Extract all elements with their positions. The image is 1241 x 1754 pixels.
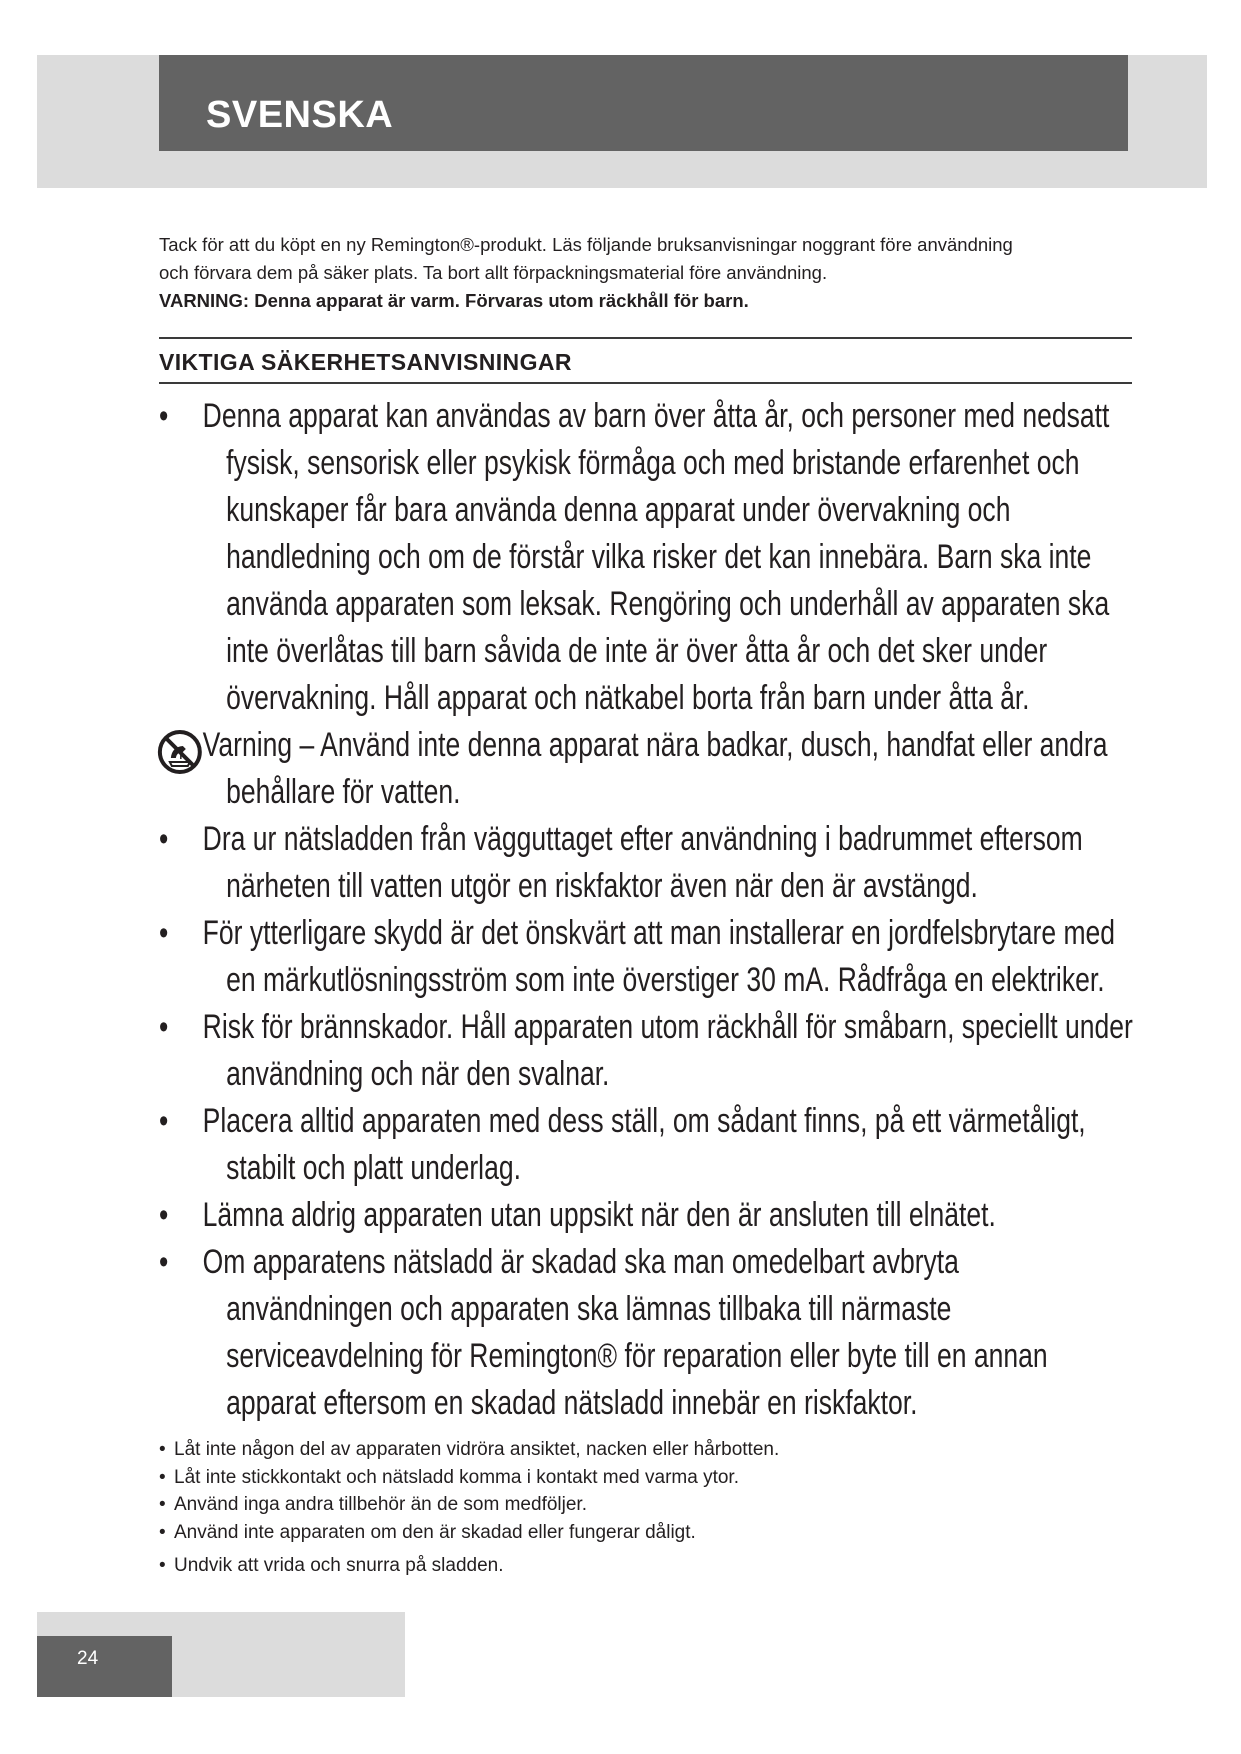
- language-header: [159, 55, 1128, 151]
- list-item: [159, 1436, 779, 1464]
- section-rule-top: [159, 337, 1132, 339]
- text-line: Om apparatens nätsladd är skadad ska man omedelbart avbryta: [202, 1243, 959, 1281]
- list-item: [159, 1552, 779, 1580]
- list-item-text: Undvik att vrida och snurra på sladden.: [174, 1555, 504, 1576]
- list-item-water-warning: [159, 722, 1108, 816]
- bullet: •: [159, 1466, 166, 1488]
- bullet: •: [159, 820, 169, 858]
- text-line: använda apparaten som leksak. Rengöring och underhåll av apparaten ska: [226, 585, 1110, 623]
- text-line: stabilt och platt underlag.: [226, 1149, 521, 1187]
- text-line: övervakning. Håll apparat och nätkabel borta från barn under åtta år.: [226, 679, 1030, 717]
- text-line: För ytterligare skydd är det önskvärt att man installerar en jordfelsbrytare med: [202, 914, 1116, 952]
- text-line: inte överlåtas till barn såvida de inte är över åtta år och det sker under: [226, 632, 1048, 670]
- list-item: [159, 910, 1116, 1004]
- text-line: Placera alltid apparaten med dess ställ, om sådant finns, på ett värmetåligt,: [202, 1102, 1086, 1140]
- bullet: •: [159, 1555, 166, 1576]
- text-line: Risk för brännskador. Håll apparaten utom räckhåll för småbarn, speciellt under: [202, 1008, 1133, 1046]
- list-item: [159, 393, 1110, 722]
- bullet: •: [159, 914, 169, 952]
- list-item: [159, 816, 1083, 910]
- bullet: •: [159, 1494, 166, 1515]
- bullet: •: [159, 1243, 169, 1281]
- text-line: Varning – Använd inte denna apparat nära badkar, dusch, handfat eller andra: [202, 726, 1108, 764]
- section-rule-bottom: [159, 382, 1132, 384]
- text-line: Dra ur nätsladden från vägguttaget efter användning i badrummet eftersom: [202, 820, 1083, 858]
- bullet: •: [159, 1439, 166, 1460]
- list-item: [159, 1239, 1048, 1427]
- bullet: •: [159, 1008, 169, 1046]
- list-item-text: Låt inte någon del av apparaten vidröra ansiktet, nacken eller hårbotten.: [174, 1439, 780, 1460]
- text-line: Lämna aldrig apparaten utan uppsikt när den är ansluten till elnätet.: [202, 1196, 996, 1234]
- text-line: serviceavdelning för Remington® för reparation eller byte till en annan: [226, 1337, 1048, 1375]
- list-item: [159, 1098, 1086, 1192]
- bullet: •: [159, 397, 169, 435]
- heat-warning: VARNING: Denna apparat är varm. Förvaras utom räckhåll för barn.: [159, 290, 749, 311]
- intro-text: [159, 231, 1134, 315]
- text-line: användningen och apparaten ska lämnas tillbaka till närmaste: [226, 1290, 952, 1328]
- list-item-text: Använd inga andra tillbehör än de som medföljer.: [174, 1494, 587, 1515]
- list-item: [159, 1004, 1133, 1098]
- bullet: •: [159, 1196, 169, 1234]
- list-item-text: Använd inte apparaten om den är skadad eller fungerar dåligt.: [174, 1521, 696, 1543]
- text-line: handledning och om de förstår vilka risker det kan innebära. Barn ska inte: [226, 538, 1092, 576]
- list-item: [159, 1491, 779, 1519]
- text-line: närheten till vatten utgör en riskfaktor även när den är avstängd.: [226, 867, 978, 905]
- text-line: kunskaper får bara använda denna apparat under övervakning och: [226, 491, 1011, 529]
- text-line: Denna apparat kan användas av barn över åtta år, och personer med nedsatt: [202, 397, 1110, 435]
- text-line: en märkutlösningsström som inte överstiger 30 mA. Rådfråga en elektriker.: [226, 961, 1105, 999]
- intro-line: Tack för att du köpt en ny Remington®-produkt. Läs följande bruksanvisningar noggrant före användning: [159, 234, 1013, 255]
- section-title: VIKTIGA SÄKERHETSANVISNINGAR: [159, 349, 572, 375]
- text-line: fysisk, sensorisk eller psykisk förmåga och med bristande erfarenhet och: [226, 444, 1080, 482]
- bullet: •: [159, 1102, 169, 1140]
- no-water-warning-icon: [156, 728, 204, 776]
- page-title: SVENSKA: [206, 94, 394, 136]
- text-line: behållare för vatten.: [226, 773, 461, 811]
- list-item: [159, 1464, 779, 1492]
- page-number-box: [37, 1636, 172, 1697]
- list-item: [159, 1519, 779, 1547]
- list-item: [159, 1192, 996, 1239]
- list-item-text: Låt inte stickkontakt och nätsladd komma i kontakt med varma ytor.: [174, 1466, 739, 1488]
- safety-instructions-list: [159, 393, 1133, 1427]
- text-line: användning och när den svalnar.: [226, 1055, 610, 1093]
- additional-instructions-list: [159, 1436, 779, 1580]
- intro-line: och förvara dem på säker plats. Ta bort allt förpackningsmaterial före användning.: [159, 262, 828, 283]
- text-line: apparat eftersom en skadad nätsladd innebär en riskfaktor.: [226, 1384, 918, 1422]
- bullet: •: [159, 1521, 166, 1543]
- page-number: 24: [77, 1648, 99, 1669]
